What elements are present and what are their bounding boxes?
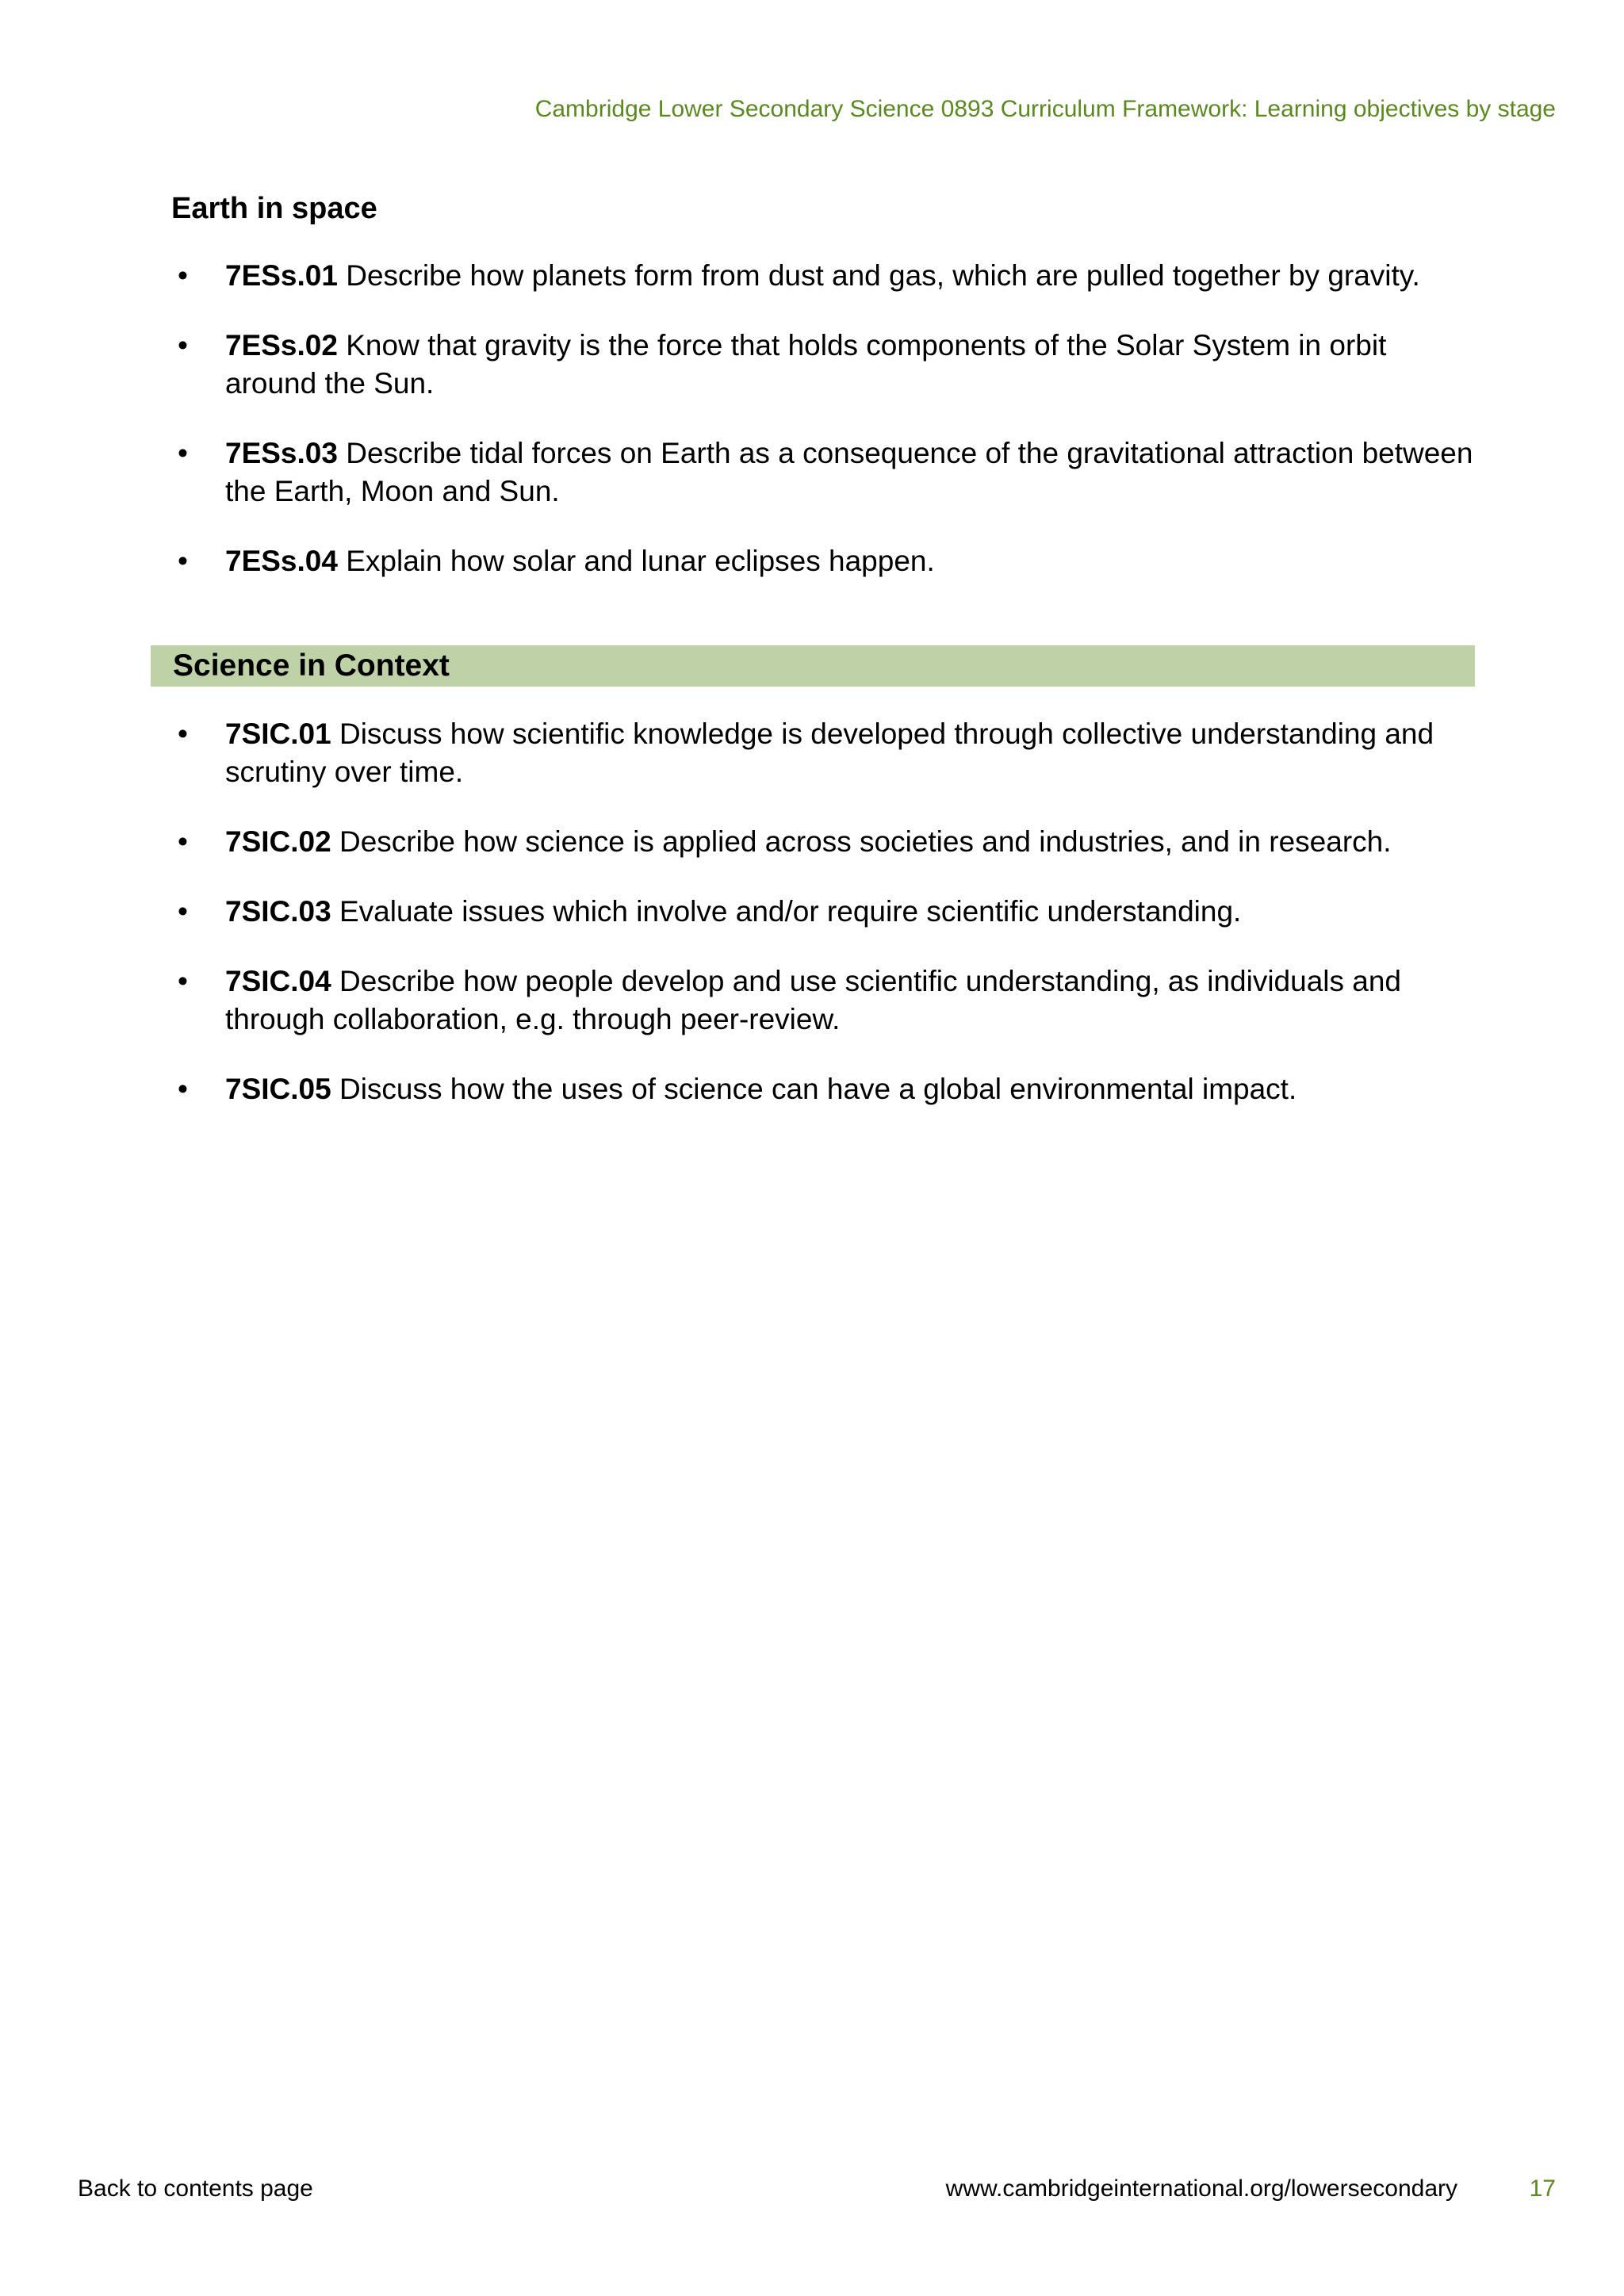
bullet-icon: • (178, 329, 188, 362)
objective-code: 7SIC.05 (225, 1073, 331, 1105)
back-to-contents-link[interactable]: Back to contents page (78, 2175, 313, 2202)
objective-text: Describe how people develop and use scientific understanding, as individuals and through collaboration, e.g. through peer-review. (225, 965, 1402, 1035)
objective-text: Know that gravity is the force that holds components of the Solar System in orbit around the Sun. (225, 329, 1387, 400)
objective-text: Discuss how the uses of science can have a global environmental impact. (339, 1073, 1297, 1105)
objective-text: Describe how planets form from dust and gas, which are pulled together by gravity. (346, 259, 1420, 292)
objective-code: 7SIC.01 (225, 718, 331, 750)
objective-code: 7SIC.04 (225, 965, 331, 997)
list-item (151, 257, 1475, 295)
science-in-context-list (151, 715, 1475, 1108)
earth-in-space-heading: Earth in space (171, 192, 377, 225)
earth-in-space-list (151, 257, 1475, 580)
page-number: 17 (1529, 2175, 1556, 2202)
bullet-icon: • (178, 718, 188, 750)
bullet-icon: • (178, 259, 188, 292)
bullet-icon: • (178, 1073, 188, 1105)
objective-text: Describe how science is applied across societies and industries, and in research. (339, 825, 1392, 858)
running-header: Cambridge Lower Secondary Science 0893 Curriculum Framework: Learning objectives by stage (534, 96, 1556, 122)
list-item (151, 715, 1475, 791)
objective-text: Describe tidal forces on Earth as a consequence of the gravitational attraction between the Earth, Moon and Sun. (225, 437, 1473, 507)
bullet-icon: • (178, 895, 188, 928)
list-item (151, 823, 1475, 861)
objective-text: Evaluate issues which involve and/or require scientific understanding. (339, 895, 1242, 928)
list-item (151, 962, 1475, 1039)
objective-code: 7SIC.03 (225, 895, 331, 928)
list-item (151, 434, 1475, 511)
list-item (151, 542, 1475, 580)
list-item (151, 327, 1475, 403)
list-item (151, 1070, 1475, 1108)
objective-code: 7ESs.04 (225, 545, 338, 577)
bullet-icon: • (178, 825, 188, 858)
bullet-icon: • (178, 437, 188, 469)
objective-code: 7ESs.03 (225, 437, 338, 469)
objective-text: Discuss how scientific knowledge is developed through collective understanding and scrutiny over time. (225, 718, 1434, 788)
page-content (151, 190, 1475, 1140)
list-item (151, 893, 1475, 931)
objective-text: Explain how solar and lunar eclipses happen. (346, 545, 935, 577)
objective-code: 7SIC.02 (225, 825, 331, 858)
objective-code: 7ESs.02 (225, 329, 338, 362)
objective-code: 7ESs.01 (225, 259, 338, 292)
footer-url-link[interactable]: www.cambridgeinternational.org/lowersecondary (945, 2175, 1457, 2202)
bullet-icon: • (178, 545, 188, 577)
bullet-icon: • (178, 965, 188, 997)
science-in-context-heading: Science in Context (151, 645, 1475, 687)
